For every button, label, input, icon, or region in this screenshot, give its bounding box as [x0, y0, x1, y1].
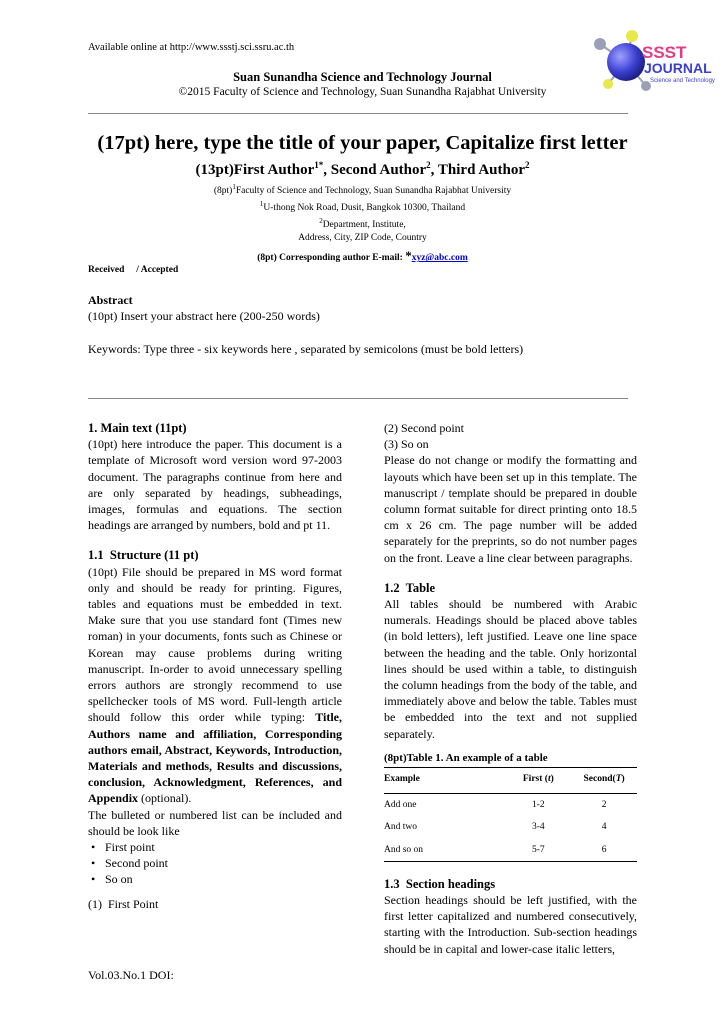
author-2-sup: 2	[426, 160, 431, 170]
journal-header	[0, 70, 725, 98]
author-3: , Third Author	[430, 162, 526, 178]
footer-volume-doi: Vol.03.No.1 DOI:	[88, 968, 174, 982]
authors-line	[0, 160, 725, 179]
author-1-sup: 1*	[314, 160, 324, 170]
abstract-section	[88, 292, 628, 324]
table-cell: 6	[571, 839, 637, 862]
table-cell: 4	[601, 822, 607, 833]
table-cell: And so on	[384, 839, 505, 862]
abstract-divider	[88, 398, 628, 399]
section-heading-structure: 1.1 Structure (11 pt)	[88, 548, 199, 563]
keywords-line: Keywords: Type three - six keywords here , separated by semicolons (must be bold letters)	[88, 342, 524, 356]
bullet-item: • So on	[88, 871, 342, 887]
author-2: , Second Author	[323, 162, 427, 178]
numbered-item-1: (1) First Point	[88, 896, 159, 911]
formatting-paragraph: Please do not change or modify the formatting and layouts which have been set up in this template. The manuscript / template should be prepared in double column format suitable for direct printing onto 18.5 cm x 26 cm. The page number will be added separately for the preprints, so do not number pages on the front. Leave a line clear between paragraphs.	[384, 453, 637, 565]
table-row	[384, 839, 637, 862]
bullet-item: • Second point	[88, 855, 342, 871]
table-cell: 5-7	[505, 839, 571, 862]
table-row	[384, 816, 637, 838]
corresponding-author: (8pt) Corresponding author E-mail: *xyz@abc.com	[257, 248, 468, 264]
logo-subtext: JOURNAL	[644, 60, 712, 76]
corr-star: *	[405, 248, 412, 264]
table-header-cell: Example	[384, 768, 505, 794]
bullet-item: • First point	[88, 839, 342, 855]
left-column	[88, 420, 342, 912]
table-cell: Add one	[384, 800, 417, 811]
journal-copyright: ©2015 Faculty of Science and Technology, Suan Sunandha Rajabhat University	[178, 86, 547, 98]
list-intro-paragraph: The bulleted or numbered list can be included and should be look like	[88, 807, 342, 838]
numbered-item-2: (2) Second point	[384, 421, 464, 435]
table-cell: 2	[601, 800, 607, 811]
table-row	[384, 794, 637, 817]
bullet-list	[88, 839, 342, 888]
available-online-line: Available online at http://www.ssstj.sci.ssru.ac.th	[88, 42, 295, 53]
table-header-cell: Second(T)	[571, 768, 637, 794]
affiliation-2: $^2$Department, Institute,	[319, 217, 406, 231]
affiliation-address-2: Address, City, ZIP Code, Country	[298, 233, 427, 244]
structure-paragraph: (10pt) File should be prepared in MS word format only and should be ready for printing. Figures, tables and equations must be embedded in text. Make sure that you use standard font (Times new roman) in your documents, fonts such as Chinese or Korean may cause problems during writing manuscript. In-order to avoid unnecessary spelling errors authors are strongly recommend to use spellchecker tools of MS word. Full-length article should follow this order while typing: Title, Authors name and affiliation, Corresponding authors email, Abstract, Keywords, Introduction, Materials and methods, Results and discussions, conclusion, Acknowledgment, References, and Appendix (optional).	[88, 564, 342, 806]
logo-tagline: Science and Technology	[650, 78, 715, 84]
table-cell: 1-2	[531, 800, 545, 811]
logo-text: SSST	[642, 43, 687, 62]
received-accepted: Received / Accepted	[88, 265, 179, 275]
author-1: (13pt)First Author	[195, 162, 315, 178]
paper-title: (17pt) here, type the title of your paper, Capitalize first letter	[97, 132, 628, 154]
affiliations	[0, 181, 725, 265]
affiliation-1: $(8pt)^1Faculty$ of Science and Technology, Suan Sunandha Rajabhat University	[213, 183, 512, 197]
section-heading-section-headings: 1.3 Section headings	[384, 876, 496, 891]
table-header-row	[384, 768, 637, 794]
table-paragraph: All tables should be numbered with Arabic numerals. Headings should be placed above tables (in bold letters), left justified. Leave one line space between the heading and the table. Only horizontal lines should be used within a table, to distinguish the column headings from the body of the table, and immediately above and below the table. Tables must be embedded into the text and not supplied separately.	[384, 597, 637, 741]
section-heading-main-text: 1. Main text (11pt)	[88, 421, 187, 435]
table-header-cell: First (t)	[505, 768, 571, 794]
section-heading-table: 1.2 Table	[384, 580, 436, 595]
table-caption: (8pt)Table 1. An example of a table	[384, 751, 548, 764]
section-headings-paragraph: Section headings should be left justified, with the first letter capitalized and numbered consecutively, starting with the Introduction. Sub-section headings should be in capital and lower-case italic letters,	[384, 893, 637, 956]
affiliation-address-1: $^1$U-thong Nok Road, Dusit, Bangkok 10300, Thailand	[259, 200, 466, 214]
abstract-heading: Abstract	[88, 293, 133, 307]
table-cell: And two	[384, 822, 417, 833]
abstract-text: (10pt) Insert your abstract here (200-250 words)	[88, 309, 320, 323]
numbered-item-3: (3) So on	[384, 437, 429, 452]
table-cell: 3-4	[531, 822, 545, 833]
example-table	[384, 767, 637, 862]
author-3-sup: 2	[525, 160, 530, 170]
main-text-paragraph: (10pt) here introduce the paper. This document is a template of Microsoft word version word 97-2003 document. The paragraphs continue from here and are only separated by headings, subheadings, images, formulas and equations. The section headings are arranged by numbers, bold and pt 11.	[88, 437, 342, 533]
journal-name: Suan Sunandha Science and Technology Journal	[233, 70, 492, 84]
corresponding-email-link[interactable]: xyz@abc.com	[411, 253, 468, 264]
right-column	[384, 420, 637, 957]
header-divider	[88, 113, 628, 114]
